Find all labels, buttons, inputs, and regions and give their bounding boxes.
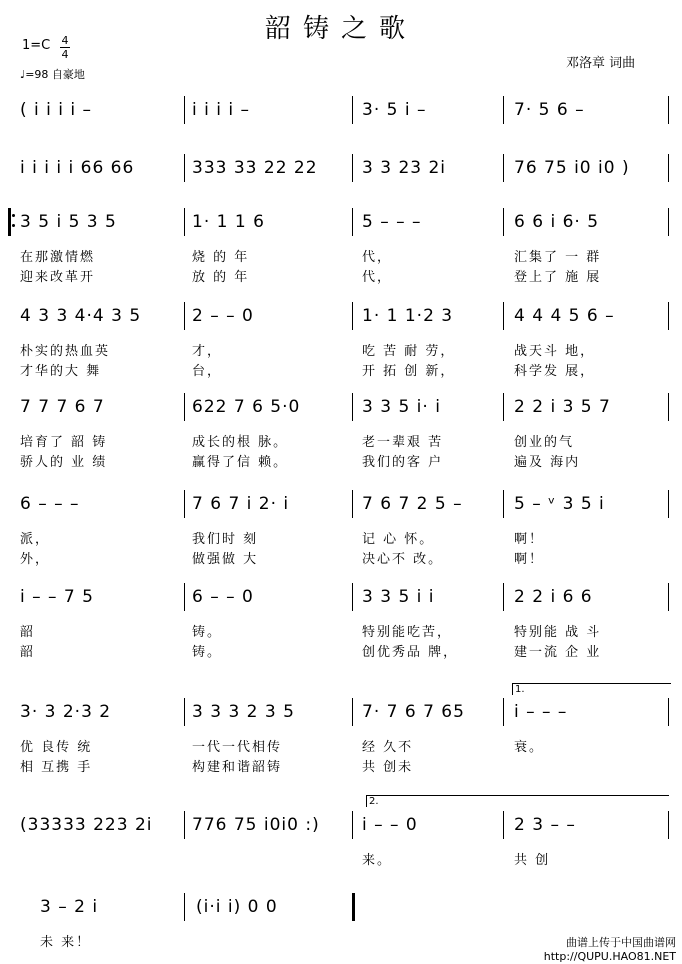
lyric-line-2: 我们的客 户 — [362, 455, 444, 470]
lyric-line-2: 构建和谐韶铸 — [192, 760, 283, 775]
measure-notes: 3· 5 i – — [362, 100, 427, 120]
bar-line — [668, 154, 669, 182]
measure-notes: 2 2 i 6 6 — [514, 587, 593, 607]
lyric-line-1: 创业的气 — [514, 435, 575, 450]
lyric-line-2: 共 创未 — [362, 760, 414, 775]
bar-line — [503, 96, 504, 124]
lyric-line-1: 战天斗 地， — [514, 344, 596, 359]
bar-line — [668, 698, 669, 726]
lyric-line-1: 派， — [20, 532, 51, 547]
measure-notes: 2 – – 0 — [192, 306, 254, 326]
lyric-line-1: 记 心 怀。 — [362, 532, 435, 547]
measure-notes: i – – – — [514, 702, 568, 722]
volta-2: 2. — [366, 795, 669, 807]
lyric-line-1: 啊！ — [514, 532, 545, 547]
lyric-line-2: 登上了 施 展 — [514, 270, 602, 285]
measure-notes: 2 3 – – — [514, 815, 576, 835]
lyric-line-1: 代， — [362, 250, 393, 265]
bar-line — [184, 698, 185, 726]
measure-notes: ( i i i i – — [20, 100, 93, 120]
bar-line — [668, 208, 669, 236]
lyric-line-1: 韶 — [20, 625, 36, 640]
measure-notes: 622 7 6 5·0 — [192, 397, 301, 417]
lyric-line-1: 来。 — [362, 853, 393, 868]
measure-notes: 76 75 i0 i0 ) — [514, 158, 630, 178]
lyric-line-2: 放 的 年 — [192, 270, 250, 285]
bar-line — [184, 583, 185, 611]
measure-notes: 3 – 2 i — [40, 897, 99, 917]
lyric-line-1: 老一辈艰 苦 — [362, 435, 444, 450]
bar-line — [668, 490, 669, 518]
lyric-line-1: 吃 苦 耐 劳， — [362, 344, 456, 359]
measure-notes: 6 – – – — [20, 494, 80, 514]
lyric-line-2: 科学发 展， — [514, 364, 596, 379]
measure-notes: 6 – – 0 — [192, 587, 254, 607]
lyric-line-1: 经 久不 — [362, 740, 414, 755]
lyric-line-2: 啊！ — [514, 552, 545, 567]
lyric-line-1: 我们时 刻 — [192, 532, 259, 547]
lyric-line-2: 铸。 — [192, 645, 223, 660]
bar-line — [503, 490, 504, 518]
measure-notes: 1· 1 1 6 — [192, 212, 265, 232]
bar-line — [352, 96, 353, 124]
lyric-line-1: 培育了 韶 铸 — [20, 435, 108, 450]
lyric-line-1: 汇集了 一 群 — [514, 250, 602, 265]
footer-watermark — [544, 936, 676, 964]
measure-notes: 3 3 3 2 3 5 — [192, 702, 295, 722]
measure-notes: i i i i – — [192, 100, 251, 120]
lyric-line-1: 烧 的 年 — [192, 250, 250, 265]
measure-notes: 3· 3 2·3 2 — [20, 702, 112, 722]
measure-notes: (i·i i) 0 0 — [196, 897, 278, 917]
lyric-line-1: 未 来！ — [40, 935, 92, 950]
bar-line — [184, 893, 185, 921]
lyric-line-2: 建一流 企 业 — [514, 645, 602, 660]
page-title: 韶铸之歌 — [264, 14, 417, 44]
measure-notes: 776 75 i0i0 :) — [192, 815, 320, 835]
measure-notes: 333 33 22 22 — [192, 158, 318, 178]
bar-line — [184, 393, 185, 421]
lyric-line-1: 朴实的热血英 — [20, 344, 111, 359]
meter-top: 4 — [61, 34, 69, 47]
lyric-line-1: 特别能 战 斗 — [514, 625, 602, 640]
bar-line — [503, 811, 504, 839]
lyric-line-2: 骄人的 业 绩 — [20, 455, 108, 470]
bar-line — [352, 393, 353, 421]
measure-notes: 1· 1 1·2 3 — [362, 306, 454, 326]
bar-line — [503, 583, 504, 611]
bar-line — [668, 302, 669, 330]
bar-line — [668, 96, 669, 124]
bar-line — [503, 302, 504, 330]
bar-line — [184, 811, 185, 839]
measure-notes: 5 – ᵛ 3 5 i — [514, 494, 605, 514]
lyric-line-2: 代， — [362, 270, 393, 285]
measure-notes: i – – 7 5 — [20, 587, 94, 607]
lyric-line-2: 韶 — [20, 645, 36, 660]
lyric-line-1: 成长的根 脉。 — [192, 435, 289, 450]
footer-line2: http://QUPU.HAO81.NET — [543, 950, 676, 963]
lyric-line-1: 一代一代相传 — [192, 740, 283, 755]
time-signature — [60, 34, 70, 61]
repeat-dot — [12, 224, 15, 227]
bar-line — [352, 583, 353, 611]
measure-notes: 7 6 7 2 5 – — [362, 494, 463, 514]
repeat-start-bar — [8, 208, 11, 236]
bar-line — [668, 811, 669, 839]
measure-notes: 7 6 7 i 2· i — [192, 494, 290, 514]
key-signature: 1=C — [22, 38, 51, 53]
lyric-line-2: 相 互携 手 — [20, 760, 93, 775]
measure-notes: 6 6 i 6· 5 — [514, 212, 600, 232]
tempo-marking: ♩=98 自豪地 — [20, 68, 85, 81]
measure-notes: 3 3 5 i· i — [362, 397, 441, 417]
lyric-line-1: 才， — [192, 344, 223, 359]
lyric-line-2: 创优秀品 牌， — [362, 645, 459, 660]
measure-notes: 3 3 5 i i — [362, 587, 435, 607]
bar-line — [503, 208, 504, 236]
lyric-line-2: 才华的大 舞 — [20, 364, 102, 379]
composer-credit: 邓洛章 词曲 — [566, 56, 636, 71]
bar-line — [352, 208, 353, 236]
lyric-line-1: 在那激情燃 — [20, 250, 96, 265]
bar-line — [352, 893, 355, 921]
measure-notes: 4 3 3 4·4 3 5 — [20, 306, 142, 326]
volta-1: 1. — [512, 683, 671, 695]
lyric-line-1: 特别能吃苦， — [362, 625, 453, 640]
measure-notes: 2 2 i 3 5 7 — [514, 397, 611, 417]
bar-line — [184, 302, 185, 330]
lyric-line-2: 决心不 改。 — [362, 552, 444, 567]
measure-notes: 7 7 7 6 7 — [20, 397, 105, 417]
lyric-line-2: 开 拓 创 新， — [362, 364, 456, 379]
bar-line — [184, 154, 185, 182]
lyric-line-2: 遍及 海内 — [514, 455, 581, 470]
bar-line — [503, 154, 504, 182]
lyric-line-2: 迎来改革开 — [20, 270, 96, 285]
meter-bottom: 4 — [61, 48, 69, 61]
lyric-line-1: 共 创 — [514, 853, 551, 868]
bar-line — [352, 811, 353, 839]
measure-notes: 4 4 4 5 6 – — [514, 306, 615, 326]
bar-line — [352, 698, 353, 726]
bar-line — [668, 583, 669, 611]
measure-notes: 7· 5 6 – — [514, 100, 585, 120]
lyric-line-1: 衰。 — [514, 740, 545, 755]
bar-line — [668, 393, 669, 421]
footer-line1: 曲谱上传于中国曲谱网 — [566, 936, 676, 949]
measure-notes: (33333 223 2i — [20, 815, 153, 835]
measure-notes: 5 – – – — [362, 212, 422, 232]
lyric-line-1: 铸。 — [192, 625, 223, 640]
bar-line — [352, 302, 353, 330]
bar-line — [503, 698, 504, 726]
bar-line — [184, 490, 185, 518]
measure-notes: i – – 0 — [362, 815, 418, 835]
repeat-dot — [12, 214, 15, 217]
lyric-line-1: 优 良传 统 — [20, 740, 93, 755]
lyric-line-2: 赢得了信 赖。 — [192, 455, 289, 470]
measure-notes: 7· 7 6 7 65 — [362, 702, 465, 722]
lyric-line-2: 台， — [192, 364, 223, 379]
measure-notes: i i i i i 66 66 — [20, 158, 135, 178]
bar-line — [352, 154, 353, 182]
bar-line — [184, 96, 185, 124]
lyric-line-2: 做强做 大 — [192, 552, 259, 567]
bar-line — [352, 490, 353, 518]
measure-notes: 3 5 i 5 3 5 — [20, 212, 117, 232]
bar-line — [503, 393, 504, 421]
lyric-line-2: 外， — [20, 552, 51, 567]
bar-line — [184, 208, 185, 236]
measure-notes: 3 3 23 2i — [362, 158, 447, 178]
